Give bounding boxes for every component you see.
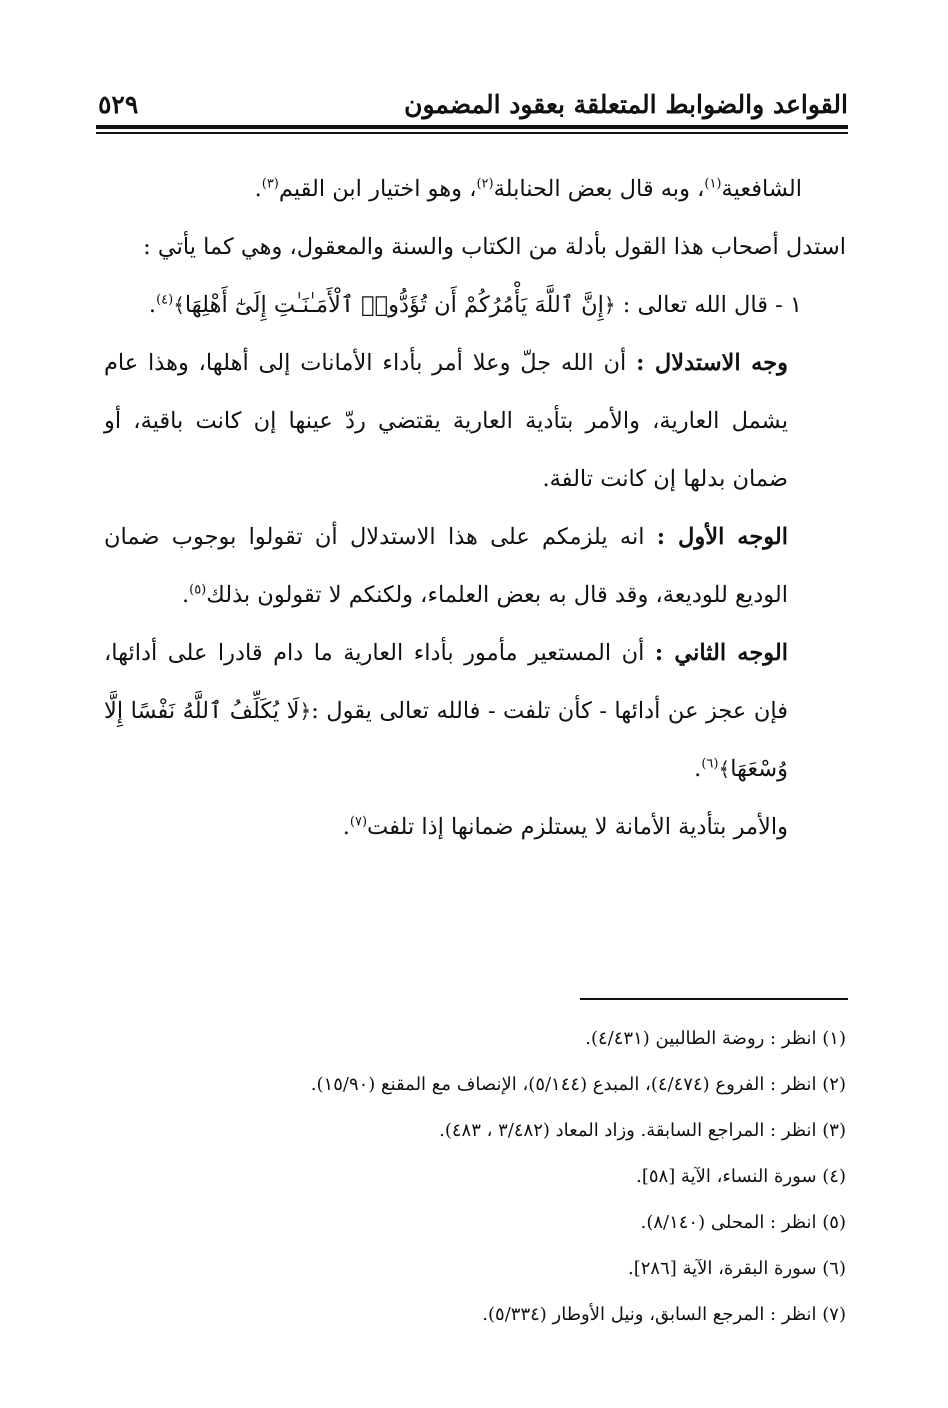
inference-lead: وجه الاستدلال :	[636, 350, 788, 376]
paragraph-continuation	[104, 160, 846, 218]
p1-text-2: ، وبه قال بعض الحنابلة	[493, 176, 705, 202]
paragraph-second-aspect	[104, 624, 846, 798]
evidence-one	[104, 276, 846, 334]
main-text	[104, 160, 846, 856]
second-aspect-text: أن المستعير مأمور بأداء العارية ما دام قادرا على أدائها، فإن عجز عن أدائها - كأن تلفت - فالله تعالى يقول :	[104, 640, 788, 724]
p1-text-4: .	[254, 176, 262, 202]
quran-close-bracket-2: ﴾	[718, 757, 731, 781]
header-rule-thick	[96, 125, 848, 129]
quran-open-bracket-2: ﴿	[299, 699, 312, 723]
paragraph-conclusion	[104, 798, 846, 856]
quran-verse-2: لَا يُكَلِّفُ ٱللَّهُ نَفْسًا إِلَّا وُسْعَهَا	[104, 698, 788, 782]
footnote-ref-1: (١)	[704, 176, 722, 192]
footnote-4: (٤) سورة النساء، الآية [٥٨].	[636, 1166, 846, 1187]
first-aspect-end: .	[181, 582, 190, 608]
footnote-ref-2: (٢)	[476, 176, 494, 192]
footnote-ref-6: (٦)	[701, 756, 719, 772]
conclusion-end: .	[342, 814, 350, 840]
second-aspect-lead: الوجه الثاني :	[654, 640, 789, 666]
footnote-5: (٥) انظر : المحلى (٨/١٤٠).	[640, 1212, 846, 1233]
footnote-3: (٣) انظر : المراجع السابقة. وزاد المعاد (٣/٤٨٢ ، ٤٨٣).	[439, 1120, 846, 1141]
quran-verse-1: إِنَّ ٱللَّهَ يَأْمُرُكُمْ أَن تُؤَدُّوا۟ ٱلْأَمَـٰنَـٰتِ إِلَىٰٓ أَهْلِهَا	[184, 292, 604, 318]
header-title: القواعد والضوابط المتعلقة بعقود المضمون	[404, 90, 848, 119]
conclusion-text: والأمر بتأدية الأمانة لا يستلزم ضمانها إذا تلفت	[367, 814, 788, 840]
p1-text-1: الشافعية	[721, 176, 802, 202]
header-rule-thin	[96, 132, 848, 134]
footnote-ref-4: (٤)	[156, 292, 174, 308]
quran-close-bracket: ﴾	[173, 293, 185, 317]
paragraph-intro: استدل أصحاب هذا القول بأدلة من الكتاب والسنة والمعقول، وهي كما يأتي :	[143, 234, 846, 260]
first-aspect-lead: الوجه الأول :	[656, 524, 788, 550]
footnote-2: (٢) انظر : الفروع (٤/٤٧٤)، المبدع (٥/١٤٤)، الإنصاف مع المقنع (١٥/٩٠).	[310, 1074, 846, 1095]
p1-text-3: ، وهو اختيار ابن القيم	[278, 176, 477, 202]
footnote-ref-3: (٣)	[261, 176, 279, 192]
second-aspect-end: .	[694, 756, 702, 782]
evidence-one-lead: ١ - قال الله تعالى :	[622, 292, 802, 318]
footnote-separator	[580, 998, 848, 1000]
page-number: ٥٢٩	[98, 90, 139, 119]
inference-text: أن الله جلّ وعلا أمر بأداء الأمانات إلى أهلها، وهذا عام يشمل العارية، والأمر بتأدية العارية يقتضي ردّ عينها إن كانت باقية، أو ضمان بدلها إن كانت تالفة.	[104, 350, 788, 492]
paragraph-inference	[104, 334, 846, 508]
footnote-1: (١) انظر : روضة الطالبين (٤/٤٣١).	[585, 1028, 846, 1049]
footnote-ref-7: (٧)	[349, 814, 368, 830]
footnotes	[104, 1016, 846, 1338]
footnote-7: (٧) انظر : المرجع السابق، ونيل الأوطار (٥/٣٣٤).	[482, 1304, 846, 1325]
running-header	[96, 88, 848, 122]
paragraph-first-aspect	[104, 508, 846, 624]
footnote-ref-5: (٥)	[189, 582, 207, 598]
first-aspect-text: انه يلزمكم على هذا الاستدلال أن تقولوا بوجوب ضمان الوديع للوديعة، وقد قال به بعض العلماء، ولكنكم لا تقولون بذلك	[104, 524, 788, 608]
footnote-6: (٦) سورة البقرة، الآية [٢٨٦].	[627, 1258, 846, 1279]
quran-open-bracket: ﴿	[603, 293, 616, 317]
evidence-one-end: .	[148, 292, 157, 318]
